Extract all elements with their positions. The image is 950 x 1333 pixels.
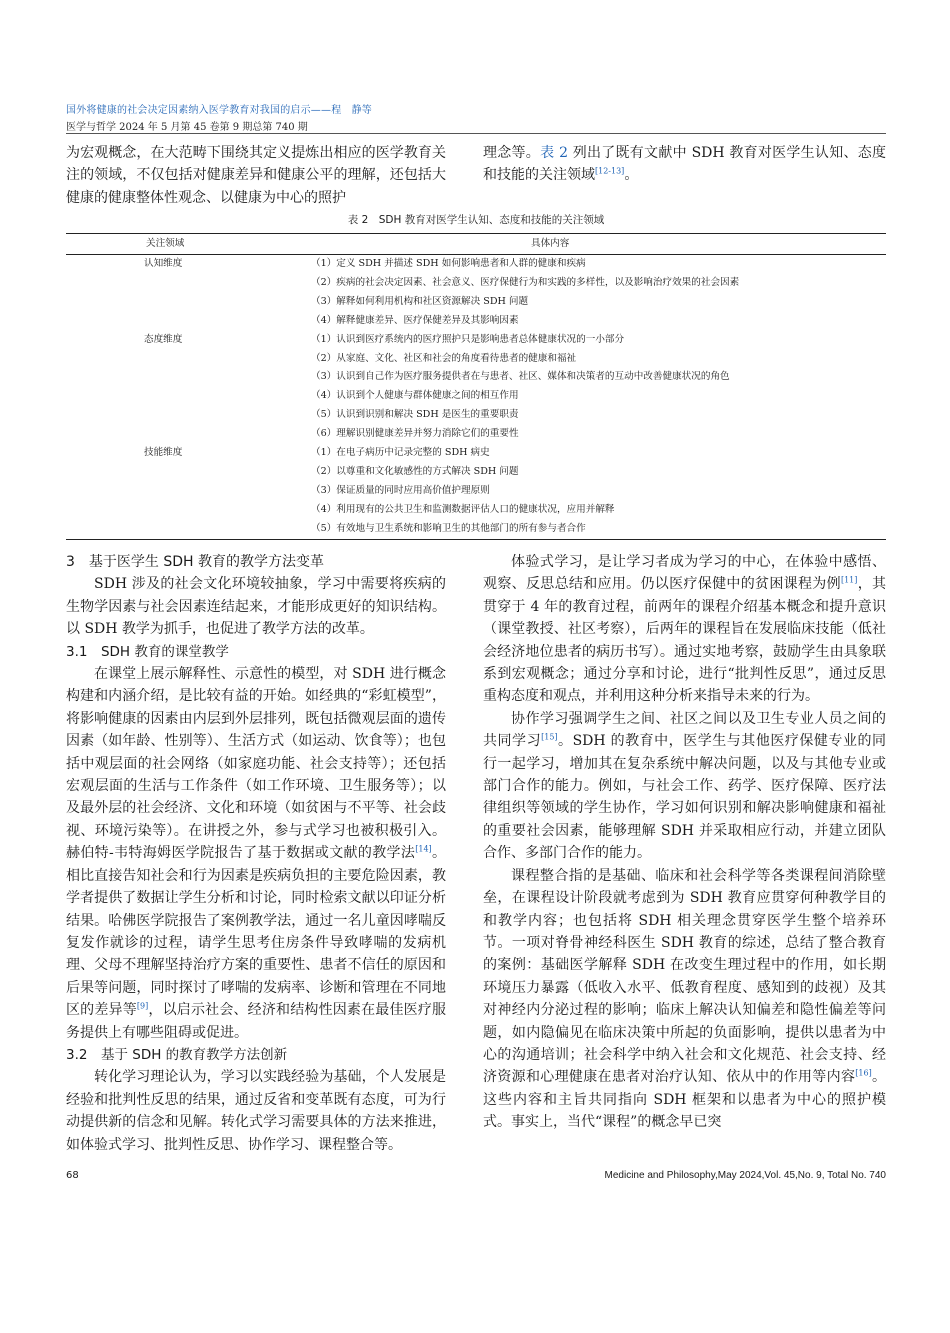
table-row: [66, 425, 886, 444]
running-header-title: 国外将健康的社会决定因素纳入医学教育对我国的启示——程 静等: [66, 105, 372, 116]
text-run: 理念等。: [483, 145, 541, 161]
content-cell: （2）以尊重和文化敏感性的方式解决 SDH 问题: [311, 465, 519, 477]
paragraph: [483, 708, 886, 865]
paragraph: [483, 551, 886, 708]
table-caption: 表 2 SDH 教育对医学生认知、态度和技能的关注领域: [347, 214, 605, 226]
content-cell: （5）有效地与卫生系统和影响卫生的其他部门的所有参与者合作: [311, 520, 886, 539]
text-run: 。SDH 的教育中，医学生与其他医疗保健专业的同行一起学习，增加其在复杂系统中解决问题，以及与其他专业或部门合作的能力。例如，与社会工作、药学、医疗保障、医疗法律组织等领域的学生协作，学习如何识别和解决影响健康和福祉的重要社会因素，能够理解 SDH 并采取相应行动，并建立团队合作、多部门合作的能力。: [483, 733, 887, 862]
content-cell: （3）认识到自己作为医疗服务提供者在与患者、社区、媒体和决策者的互动中改善健康状况的角色: [311, 371, 730, 383]
content-cell: （2）疾病的社会决定因素、社会意义、医疗保健行为和实践的多样性，以及影响治疗效果的社会因素: [311, 276, 740, 288]
page-number: 68: [66, 1170, 79, 1181]
table-header-row: [66, 234, 886, 255]
column-header: 关注领域: [66, 234, 311, 255]
table-row: [66, 255, 886, 274]
table-row: [66, 274, 886, 293]
left-column: [66, 551, 446, 1156]
text-run: 。这些内容和主旨共同指向 SDH 框架和以患者为中心的照护模式。事实上，当代“课程”的概念早已突: [483, 1069, 887, 1131]
top-left-paragraph: 为宏观概念，在大范畴下围绕其定义提炼出相应的医学教育关注的领域，不仅包括对健康差异和健康公平的理解，还包括大健康的健康整体性观念、以健康为中心的照护: [66, 145, 446, 206]
text-run: 。相比直接告知社会和行为因素是疾病负担的主要危险因素，教学者提供了数据让学生分析和讨论，同时检索文献以印证分析结果。哈佛医学院报告了案例教学法，通过一名儿童因哮喘反复发作就诊的过程，请学生思考住房条件导致哮喘的发病机理、父母不理解坚持治疗方案的重要性、患者不信任的原因和后果等问题，同时探讨了哮喘的发病率、诊断和管理在不同地区的差异等: [66, 845, 446, 1019]
table-row: [66, 368, 886, 387]
citation-link[interactable]: [16]: [855, 1068, 872, 1078]
sdh-focus-table: [66, 233, 886, 540]
text-run: 体验式学习，是让学习者成为学习的中心，在体验中感悟、观察、反思总结和应用。仍以医疗保健中的贫困课程为例: [483, 554, 886, 593]
content-cell: （4）解释健康差异、医疗保健差异及其影响因素: [311, 314, 519, 326]
running-header-journal: 医学与哲学 2024 年 5 月第 45 卷第 9 期总第 740 期: [66, 122, 308, 133]
citation-link[interactable]: [9]: [136, 1001, 149, 1011]
table-2-link[interactable]: 表 2: [540, 145, 568, 161]
column-header: 具体内容: [311, 234, 886, 255]
table-row: [66, 293, 886, 312]
category-cell: 技能维度: [144, 447, 183, 459]
citation-link[interactable]: [14]: [415, 844, 432, 854]
text-run: 列出了既有文献中 SDH 教育对医学生认知、态度和技能的关注领域: [483, 145, 887, 184]
table-row: [66, 501, 886, 520]
header-divider: [66, 133, 886, 134]
text-run: ，以启示社会、经济和结构性因素在最佳医疗服务提供上有哪些阻碍或促进。: [66, 1002, 447, 1041]
citation-link[interactable]: [11]: [840, 575, 858, 585]
text-run: 。: [624, 167, 639, 184]
table-row: [66, 387, 886, 406]
content-cell: （5）认识到识别和解决 SDH 是医生的重要职责: [311, 409, 519, 421]
paragraph: SDH 涉及的社会文化环境较抽象，学习中需要将疾病的生物学因素与社会因素连结起来，才能形成更好的知识结构。以 SDH 教学为抓手，也促进了教学方法的改革。: [66, 576, 446, 638]
top-left-text: [66, 142, 446, 209]
content-cell: （3）保证质量的同时应用高价值护理原则: [311, 484, 490, 496]
text-run: 协作学习强调学生之间、社区之间以及卫生专业人员之间的共同学习: [483, 710, 886, 750]
citation-link[interactable]: [15]: [541, 732, 558, 742]
content-cell: （1）定义 SDH 并描述 SDH 如何影响患者和人群的健康和疾病: [311, 258, 586, 269]
text-run: 课程整合指的是基础、临床和社会科学等各类课程间消除壁垒，在课程设计阶段就考虑到为 SDH 教育应贯穿何种教学目的和教学内容；也包括将 SDH 相关理念贯穿医学生整个培养环节。一项对脊骨神经科医生 SDH 教育的综述，总结了整合教育的案例：基础医学解释 SDH 在改变生理过程中的作用，如长期环境压力暴露（低收入水平、低教育程度、感知到的歧视）及其对神经内分泌过程的影响；临床上解决认知偏差和隐性偏差等问题，如内隐偏见在临床决策中所起的负面影响，提供以患者为中心的沟通培训；社会科学中纳入社会和文化规范、社会支持、经济资源和心理健康在患者对治疗认知、依从中的作用等内容: [483, 867, 886, 1086]
paragraph: [66, 663, 446, 1044]
subsection-heading: 3.2 基于 SDH 的教育教学方法创新: [66, 1046, 288, 1063]
table-row: [66, 406, 886, 425]
table-row: [66, 463, 886, 482]
content-cell: （1）在电子病历中记录完整的 SDH 病史: [311, 447, 490, 459]
subsection-heading: 3.1 SDH 教育的课堂教学: [66, 643, 229, 660]
content-cell: （4）认识到个人健康与群体健康之间的相互作用: [311, 390, 519, 402]
table-row: [66, 520, 886, 539]
table-row: [66, 331, 886, 350]
content-cell: （6）理解识别健康差异并努力消除它们的重要性: [311, 428, 519, 440]
top-right-paragraph: [483, 142, 886, 187]
section-heading: 3 基于医学生 SDH 教育的教学方法变革: [66, 554, 325, 570]
content-cell: （1）认识到医疗系统内的医疗照护只是影响患者总体健康状况的一小部分: [311, 333, 625, 345]
category-cell: 认知维度: [144, 258, 183, 269]
table-row: [66, 482, 886, 501]
paragraph: [483, 865, 886, 1134]
text-run: 在课堂上展示解释性、示意性的模型，对 SDH 进行概念构建和内涵介绍，是比较有益的开始。如经典的“彩虹模型”，将影响健康的因素由内层到外层排列，既包括微观层面的遗传因素（如年龄、性别等）、生活方式（如运动、饮食等）；也包括中观层面的社会网络（如家庭功能、社会支持等）；还包括宏观层面的生活与工作条件（如工作环境、卫生服务等）；以及最外层的社会经济、文化和环境（如贫困与不平等、社会歧视、环境污染等）。在讲授之外，参与式学习也被积极引入。赫伯特-韦特海姆医学院报告了基于数据或文献的教学法: [66, 666, 446, 862]
paragraph: 转化学习理论认为，学习以实践经验为基础，个人发展是经验和批判性反思的结果，通过反省和变革既有态度，可为行动提供新的信念和见解。转化式学习需要具体的方法来推进，如体验式学习、批判性反思、协作学习、课程整合等。: [66, 1069, 446, 1153]
right-column: [483, 551, 886, 1134]
citation-link[interactable]: [12-13]: [595, 166, 625, 176]
table-row: [66, 444, 886, 463]
text-run: ，其贯穿于 4 年的教育过程，前两年的课程介绍基本概念和提升意识（课堂教授、社区考察），后两年的课程旨在发展临床技能（低社会经济地位患者的病历书写）。通过实地考察，鼓励学生由具象联系到宏观概念；通过分享和讨论，进行“批判性反思”，通过反思重构态度和观点，并利用这种分析来指导未来的行为。: [483, 576, 887, 705]
footer-journal: Medicine and Philosophy,May 2024,Vol. 45,No. 9, Total No. 740: [604, 1170, 886, 1181]
content-cell: （4）利用现有的公共卫生和监测数据评估人口的健康状况，应用并解释: [311, 503, 615, 515]
table-row: [66, 312, 886, 331]
content-cell: （3）解释如何利用机构和社区资源解决 SDH 问题: [311, 295, 529, 307]
top-right-text: [483, 142, 886, 187]
table-row: [66, 350, 886, 369]
category-cell: 态度维度: [144, 333, 183, 345]
content-cell: （2）从家庭、文化、社区和社会的角度看待患者的健康和福祉: [311, 352, 577, 364]
